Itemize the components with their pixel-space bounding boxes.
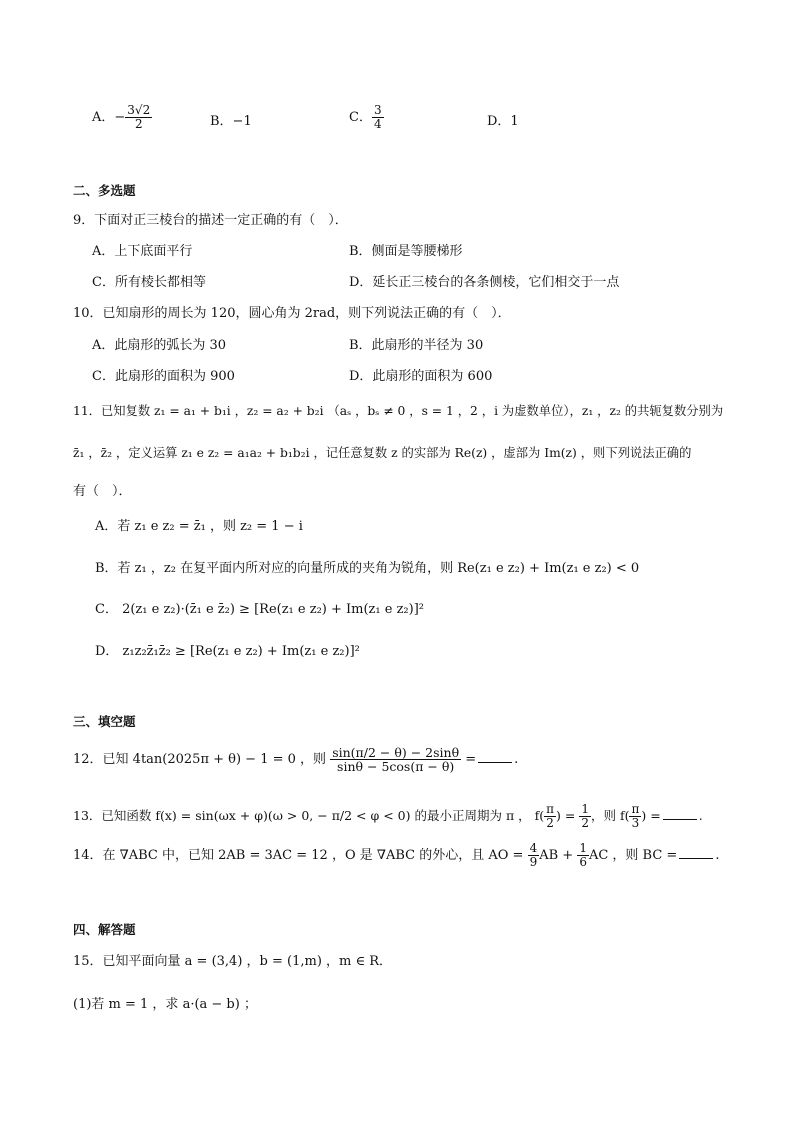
section-title-fill-in: 三、填空题 (73, 714, 136, 729)
q11-option-c: C． 2(z₁ e z₂)·(z̄₁ e z̄₂) ≥ [Re(z₁ e z₂) + Im(z₁ e z₂)]² (95, 602, 424, 617)
section-title-multiple-choice: 二、多选题 (73, 183, 136, 198)
q8-option-b: B．−1 (210, 114, 252, 129)
q8-option-d: D．1 (487, 114, 519, 129)
q11-stem-line2: z̄₁ ，z̄₂ ，定义运算 z₁ e z₂ = a₁a₂ + b₁b₂i ，记任意复数 z 的实部为 Re(z) ，虚部为 Im(z) ，则下列说法正确的 (73, 446, 692, 460)
q9-option-c: C．所有棱长都相等 (92, 275, 206, 290)
q8-option-c: C． $\frac{3}{4}$ (349, 103, 382, 131)
q11-stem-line1: 11．已知复数 z₁ = a₁ + b₁i ，z₂ = a₂ + b₂i （aₛ ，bₛ ≠ 0 ，s = 1 ，2 ，i 为虚数单位），z₁ ，z₂ 的共轭复数分别为 (73, 404, 724, 418)
section-title-solution: 四、解答题 (73, 922, 136, 937)
q10-option-d: D．此扇形的面积为 600 (349, 369, 493, 384)
q13-answer-blank[interactable] (663, 818, 697, 820)
q11-option-d: D． z₁z₂z̄₁z̄₂ ≥ [Re(z₁ e z₂) + Im(z₁ e z₂)]² (95, 644, 360, 659)
q11-option-a: A．若 z₁ e z₂ = z̄₁ ，则 z₂ = 1 − i (95, 519, 303, 534)
q9-option-d: D．延长正三棱台的各条侧棱，它们相交于一点 (349, 275, 620, 290)
q9-option-b: B．侧面是等腰梯形 (349, 244, 463, 259)
q11-option-b: B．若 z₁ ，z₂ 在复平面内所对应的向量所成的夹角为锐角，则 Re(z₁ e z₂) + Im(z₁ e z₂) < 0 (95, 561, 640, 576)
q9-stem: 9．下面对正三棱台的描述一定正确的有（ ）． (73, 213, 348, 228)
q15-stem: 15．已知平面向量 a = (3,4) ，b = (1,m) ，m ∈ R． (73, 954, 393, 969)
q14: 14．在 ∇ABC 中，已知 2AB = 3AC = 12 ，O 是 ∇ABC 的外心，且 AO = $\frac{4}{9}$ AB + $\frac{1}{6}$ AC ，则 BC = . (73, 841, 720, 869)
q14-answer-blank[interactable] (679, 857, 713, 859)
q10-option-a: A．此扇形的弧长为 30 (92, 338, 227, 353)
q12-answer-blank[interactable] (478, 761, 512, 763)
q10-stem: 10．已知扇形的周长为 120，圆心角为 2rad，则下列说法正确的有（ ）． (73, 306, 511, 321)
q11-stem-line3: 有（ ）． (73, 484, 132, 499)
q9-option-a: A．上下底面平行 (92, 244, 193, 259)
q15-part1: (1)若 m = 1 ，求 a·(a − b) ； (73, 997, 257, 1012)
q12: 12．已知 4tan(2025π + θ) − 1 = 0 ，则 $\frac{\sin(\pi/2 - \theta) - 2\sin\theta}{\sin\theta - 5\cos(\pi - \theta)}$ = . (73, 744, 519, 774)
q8-option-a: A．− $\frac{3√2}{2}$ (92, 103, 151, 131)
q10-option-b: B．此扇形的半径为 30 (349, 338, 484, 353)
q10-option-c: C．此扇形的面积为 900 (92, 369, 235, 384)
q13: 13．已知函数 f(x) = sin(ωx + φ)(ω > 0, − π/2 < φ < 0) 的最小正周期为 π ， f( $\frac{\pi}{2}$ ) = $\frac{1}{2}$ ，则 f( $\frac{\pi}{3}$ ) = . (73, 802, 703, 830)
